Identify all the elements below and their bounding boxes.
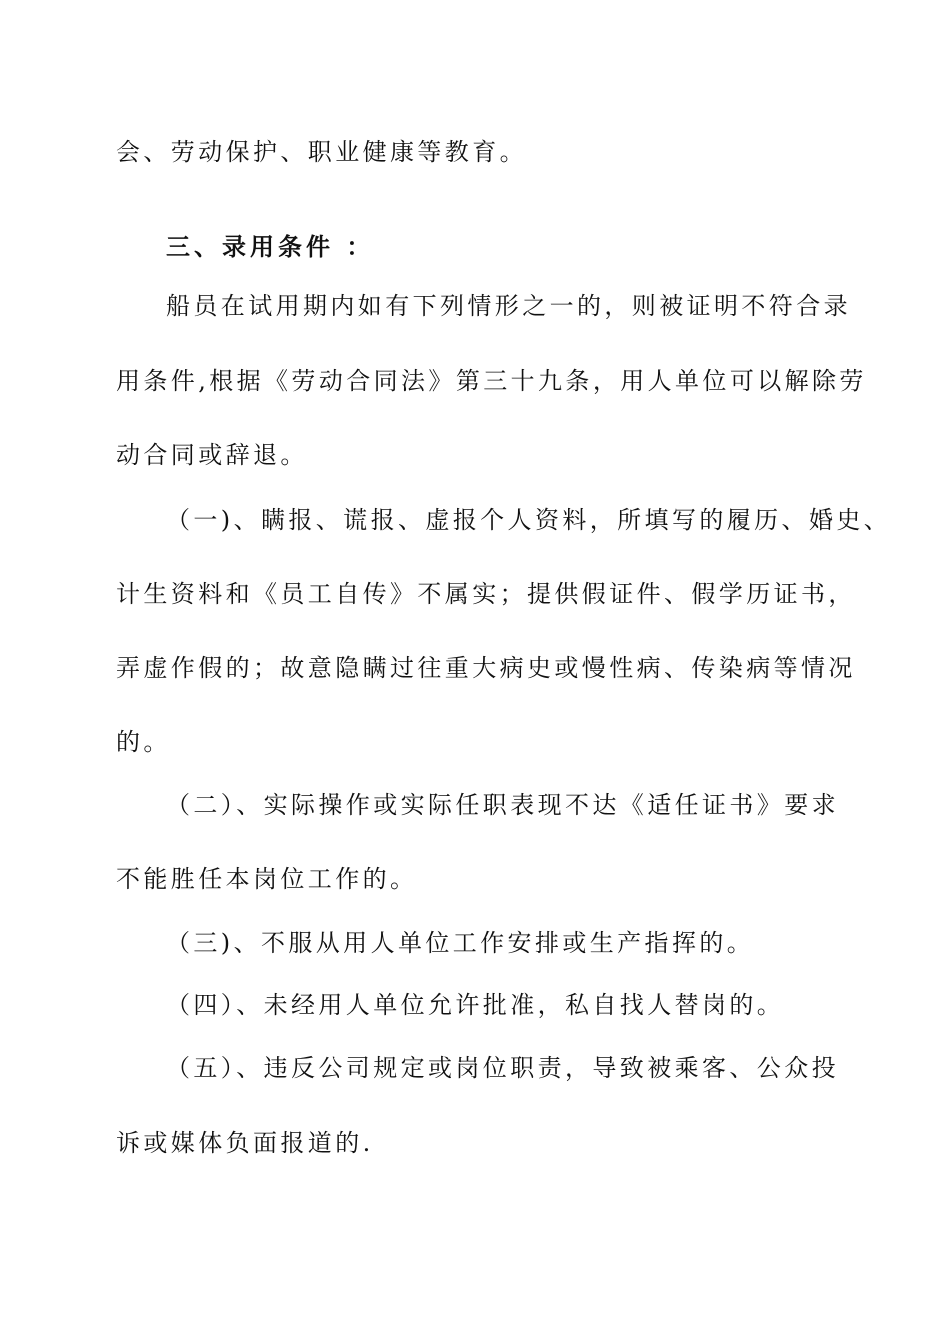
item-2-line-1: （二）、实际操作或实际任职表现不达《适任证书》要求 [166,791,839,819]
item-1-line-1: （一)、瞒报、谎报、虚报个人资料，所填写的履历、婚史、 [166,506,892,534]
intro-paragraph-line-2: 用条件,根据《劳动合同法》第三十九条，用人单位可以解除劳 [116,367,867,395]
item-1-line-4: 的。 [116,728,171,756]
intro-paragraph-line-1: 船员在试用期内如有下列情形之一的，则被证明不符合录 [166,292,851,320]
section-heading: 三、录用条件 ： [166,232,375,261]
item-1-line-2: 计生资料和《员工自传》不属实；提供假证件、假学历证书， [116,580,856,608]
item-5-line-2: 诉或媒体负面报道的. [116,1129,374,1157]
item-4: （四）、未经用人单位允许批准，私自找人替岗的。 [166,991,785,1019]
item-5-line-1: （五）、违反公司规定或岗位职责，导致被乘客、公众投 [166,1054,839,1082]
item-3: （三)、不服从用人单位工作安排或生产指挥的。 [166,929,755,957]
item-1-line-3: 弄虚作假的；故意隐瞒过往重大病史或慢性病、传染病等情况 [116,654,856,682]
paragraph-continuation-line: 会、劳动保护、职业健康等教育。 [116,138,527,166]
item-2-line-2: 不能胜任本岗位工作的。 [116,865,418,893]
intro-paragraph-line-3: 动合同或辞退。 [116,441,308,469]
